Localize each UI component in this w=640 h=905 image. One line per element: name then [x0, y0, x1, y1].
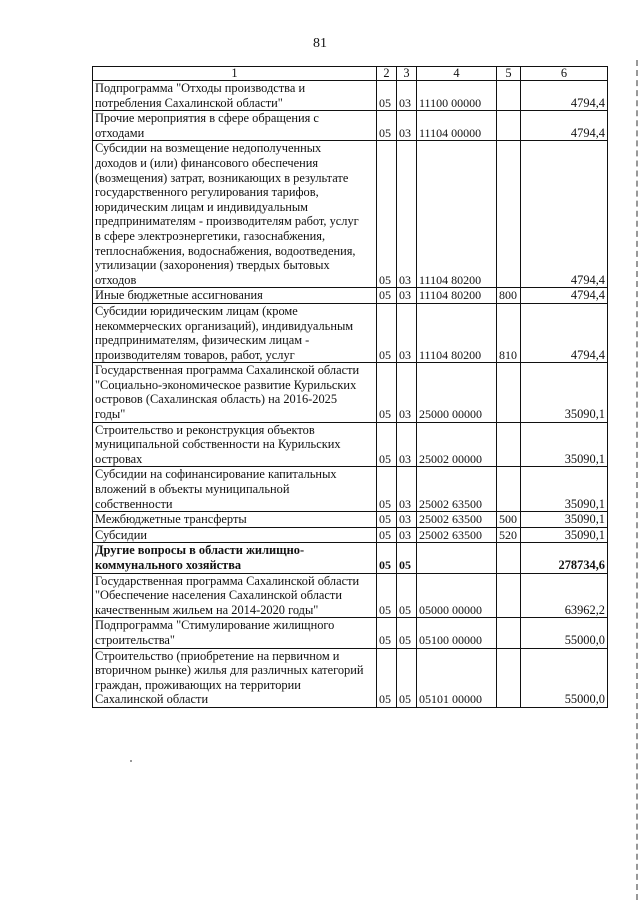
row-amount-cell: 35090,1 [521, 363, 608, 422]
row-target-article-cell: 11104 80200 [417, 288, 497, 304]
row-target-article-cell: 11100 00000 [417, 81, 497, 111]
table-row [93, 618, 608, 648]
row-name-cell: Субсидии на возмещение недополученных доходов и (или) финансового обеспечения (возмещения) затрат, возникающих в результате государственного регулирования тарифов, юридическим лицам и индивидуальным предпринимателям - производителям работ, услуг в сфере электроэнергетики, газоснабжения, теплоснабжения, водоснабжения, водоотведения, утилизации (захоронения) твердых бытовых отходов [93, 141, 377, 288]
row-section-cell: 05 [377, 141, 397, 288]
row-section-cell: 05 [377, 512, 397, 528]
row-name-cell: Подпрограмма "Стимулирование жилищного строительства" [93, 618, 377, 648]
table-row [93, 81, 608, 111]
scan-margin-line [636, 60, 638, 900]
row-section-cell: 05 [377, 648, 397, 707]
row-name-cell: Субсидии на софинансирование капитальных вложений в объекты муниципальной собственности [93, 467, 377, 512]
row-name-cell: Другие вопросы в области жилищно- коммунального хозяйства [93, 543, 377, 573]
row-amount-cell: 35090,1 [521, 422, 608, 467]
row-section-cell: 05 [377, 422, 397, 467]
header-cell-6: 6 [521, 67, 608, 81]
row-section-cell: 05 [377, 543, 397, 573]
row-expense-type-cell [497, 543, 521, 573]
row-subsection-cell: 03 [397, 111, 417, 141]
row-expense-type-cell [497, 573, 521, 618]
row-target-article-cell: 05000 00000 [417, 573, 497, 618]
header-cell-5: 5 [497, 67, 521, 81]
row-subsection-cell: 03 [397, 527, 417, 543]
row-expense-type-cell [497, 81, 521, 111]
row-subsection-cell: 03 [397, 512, 417, 528]
row-amount-cell: 4794,4 [521, 303, 608, 362]
row-name-cell: Строительство (приобретение на первичном и вторичном рынке) жилья для различных категорий граждан, проживающих на территории Сахалинской области [93, 648, 377, 707]
row-name-cell: Государственная программа Сахалинской области "Обеспечение населения Сахалинской области качественным жильем на 2014-2020 годы" [93, 573, 377, 618]
header-cell-1: 1 [93, 67, 377, 81]
row-target-article-cell: 25000 00000 [417, 363, 497, 422]
row-expense-type-cell: 500 [497, 512, 521, 528]
row-amount-cell: 4794,4 [521, 111, 608, 141]
table-row [93, 573, 608, 618]
row-amount-cell: 4794,4 [521, 288, 608, 304]
page-number: 81 [313, 36, 327, 51]
row-section-cell: 05 [377, 111, 397, 141]
header-cell-3: 3 [397, 67, 417, 81]
row-name-cell: Иные бюджетные ассигнования [93, 288, 377, 304]
row-expense-type-cell [497, 422, 521, 467]
header-cell-2: 2 [377, 67, 397, 81]
row-amount-cell: 55000,0 [521, 648, 608, 707]
scan-speck [130, 760, 132, 762]
row-target-article-cell: 05100 00000 [417, 618, 497, 648]
row-amount-cell: 35090,1 [521, 527, 608, 543]
row-expense-type-cell [497, 111, 521, 141]
header-cell-4: 4 [417, 67, 497, 81]
row-subsection-cell: 03 [397, 422, 417, 467]
table-row [93, 467, 608, 512]
row-section-cell: 05 [377, 573, 397, 618]
row-subsection-cell: 03 [397, 141, 417, 288]
row-name-cell: Межбюджетные трансферты [93, 512, 377, 528]
row-target-article-cell: 25002 63500 [417, 512, 497, 528]
row-section-cell: 05 [377, 618, 397, 648]
row-subsection-cell: 05 [397, 618, 417, 648]
row-subsection-cell: 03 [397, 363, 417, 422]
table-row [93, 288, 608, 304]
row-name-cell: Подпрограмма "Отходы производства и потребления Сахалинской области" [93, 81, 377, 111]
row-expense-type-cell [497, 648, 521, 707]
row-section-cell: 05 [377, 467, 397, 512]
row-expense-type-cell [497, 467, 521, 512]
row-target-article-cell: 25002 63500 [417, 527, 497, 543]
table-row [93, 543, 608, 573]
table-row [93, 111, 608, 141]
row-name-cell: Строительство и реконструкция объектов муниципальной собственности на Курильских островах [93, 422, 377, 467]
row-subsection-cell: 03 [397, 288, 417, 304]
row-amount-cell: 63962,2 [521, 573, 608, 618]
row-name-cell: Субсидии [93, 527, 377, 543]
row-expense-type-cell [497, 141, 521, 288]
row-subsection-cell: 03 [397, 81, 417, 111]
row-amount-cell: 4794,4 [521, 141, 608, 288]
row-amount-cell: 55000,0 [521, 618, 608, 648]
row-name-cell: Государственная программа Сахалинской области "Социально-экономическое развитие Курильских островов (Сахалинская область) на 2016-2025 годы" [93, 363, 377, 422]
table-row [93, 422, 608, 467]
row-expense-type-cell: 800 [497, 288, 521, 304]
row-amount-cell: 278734,6 [521, 543, 608, 573]
row-name-cell: Прочие мероприятия в сфере обращения с отходами [93, 111, 377, 141]
row-target-article-cell: 11104 00000 [417, 111, 497, 141]
row-expense-type-cell [497, 363, 521, 422]
row-subsection-cell: 03 [397, 303, 417, 362]
row-expense-type-cell: 520 [497, 527, 521, 543]
row-section-cell: 05 [377, 363, 397, 422]
table-row [93, 363, 608, 422]
row-section-cell: 05 [377, 81, 397, 111]
table-row [93, 303, 608, 362]
row-expense-type-cell [497, 618, 521, 648]
header-row [93, 67, 608, 81]
row-target-article-cell: 05101 00000 [417, 648, 497, 707]
row-target-article-cell: 25002 00000 [417, 422, 497, 467]
budget-table [92, 66, 608, 708]
row-subsection-cell: 05 [397, 648, 417, 707]
table-row [93, 512, 608, 528]
table-body [93, 81, 608, 708]
row-section-cell: 05 [377, 288, 397, 304]
row-target-article-cell: 11104 80200 [417, 303, 497, 362]
row-amount-cell: 4794,4 [521, 81, 608, 111]
row-subsection-cell: 05 [397, 573, 417, 618]
table-row [93, 141, 608, 288]
row-subsection-cell: 05 [397, 543, 417, 573]
row-name-cell: Субсидии юридическим лицам (кроме некоммерческих организаций), индивидуальным предпринимателям, физическим лицам - производителям товаров, работ, услуг [93, 303, 377, 362]
row-target-article-cell: 11104 80200 [417, 141, 497, 288]
row-target-article-cell [417, 543, 497, 573]
table-row [93, 648, 608, 707]
row-subsection-cell: 03 [397, 467, 417, 512]
table-row [93, 527, 608, 543]
row-amount-cell: 35090,1 [521, 467, 608, 512]
row-amount-cell: 35090,1 [521, 512, 608, 528]
row-section-cell: 05 [377, 527, 397, 543]
row-section-cell: 05 [377, 303, 397, 362]
row-expense-type-cell: 810 [497, 303, 521, 362]
row-target-article-cell: 25002 63500 [417, 467, 497, 512]
